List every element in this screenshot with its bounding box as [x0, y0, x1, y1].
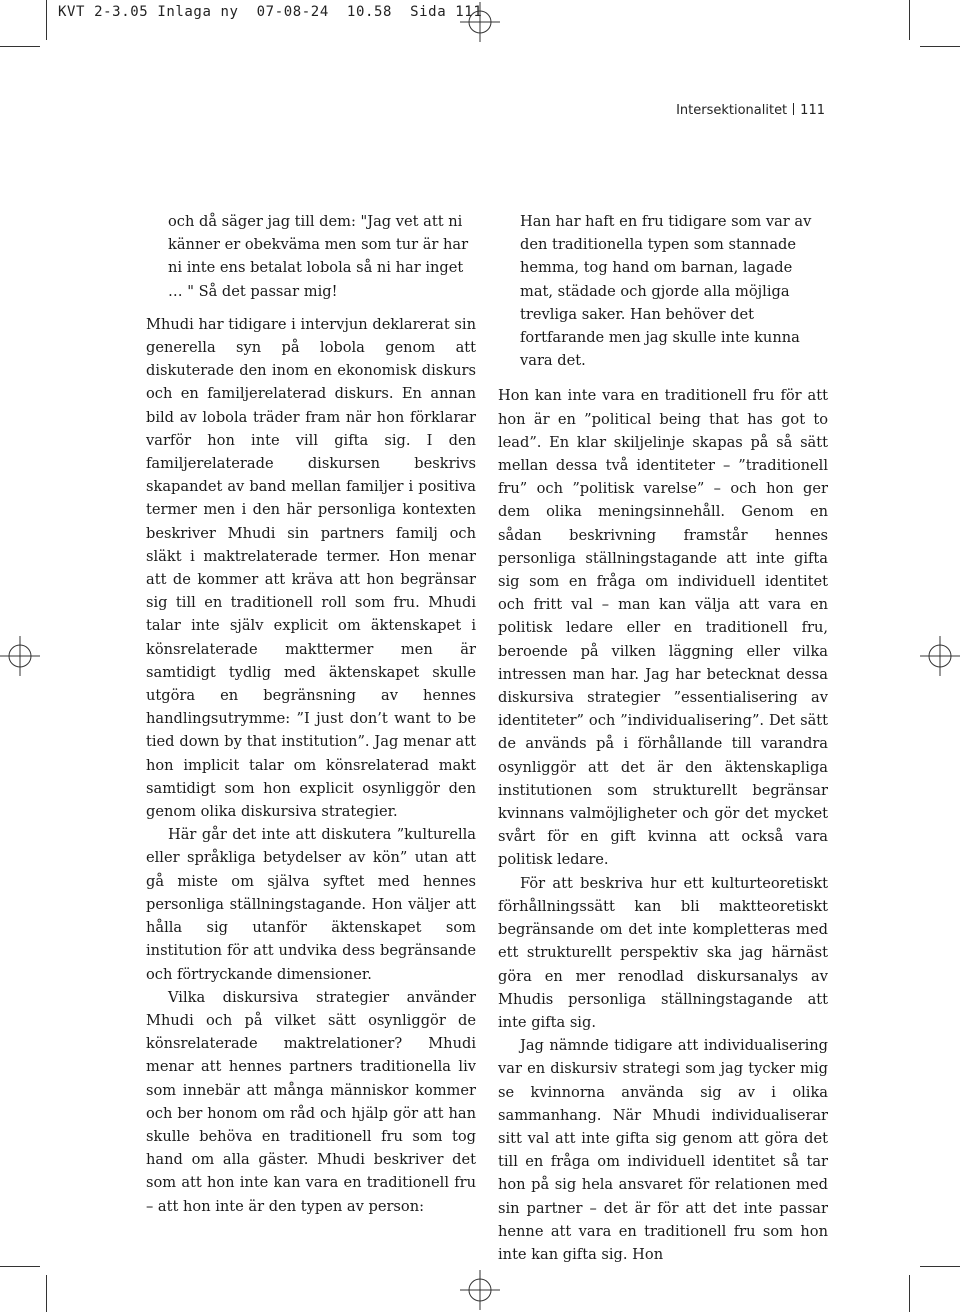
- printer-slug: KVT 2-3.05 Inlaga ny 07-08-24 10.58 Sida 111: [58, 4, 483, 20]
- crop-mark-bottom-left-h: [0, 1266, 40, 1267]
- paragraph: Hon kan inte vara en traditionell fru för att hon är en ”political being that has got to lead”. En klar skiljelinje skapas på så sätt mellan dessa två identiteter – ”traditionell fru” och ”politisk varelse” – och hon ger dem olika meningsinnehåll. Genom en sådan beskrivning framstår hennes personliga ställningstagande att inte gifta sig som en fråga om individuell identitet och fritt val – man kan välja att vara en politisk ledare eller en traditionell fru, beroende på vilken läggning eller vilka intressen man har. Jag har betecknat dessa diskursiva strategier ”essentialisering av identiteter” och ”individualisering”. Det sätt de används på i förhållande till varandra osynliggör att det är den äktenskapliga institutionen som strukturellt begränsar kvinnans valmöjligheter och gör det mycket svårt för en gift kvinna att också vara politisk ledare.: [498, 387, 828, 869]
- paragraph: Vilka diskursiva strategier använder Mhudi och på vilket sätt osynliggör de könsrelaterade maktrelationer? Mhudi menar att hennes partners traditionella liv som innebär att många människor kommer och ber honom om råd och hjälp gör att han skulle behöva en traditionell fru som tog hand om alla gäster. Mhudi beskriver det som att hon inte kan vara en traditionell fru – att hon inte är den typen av person:: [146, 988, 476, 1215]
- crop-mark-bottom-right-h: [920, 1266, 960, 1267]
- page-number: 111: [800, 103, 825, 118]
- crop-mark-bottom-left: [46, 1275, 47, 1312]
- section-title: Intersektionalitet: [676, 103, 788, 118]
- registration-mark-bottom: [460, 1270, 500, 1310]
- paragraph: Mhudi har tidigare i intervjun deklarerat sin generella syn på lobola genom att diskuterade den inom en ekonomisk diskurs och en familjerelaterad diskurs. En annan bild av lobola träder fram när hon förklarar varför hon inte vill gifta sig. I den familjerelaterade diskursen beskrivs skapandet av band mellan familjer i positiva termer men i den här personliga kontexten beskriver Mhudi sin partners familj och släkt i maktrelaterade termer. Hon menar att de kommer att kräva att hon begränsar sig till en traditionell roll som fru. Mhudi talar inte själv explicit om äktenskapet i könsrelaterade makttermer men är samtidigt tydlig med äktenskapet skulle utgöra en begränsning av hennes handlingsutrymme: ”I just don’t want to be tied down by that institution”. Jag menar att hon implicit talar om könsrelaterad makt samtidigt som hon explicit osynliggör den genom olika diskursiva strategier.: [146, 315, 476, 821]
- paragraph: Här går det inte att diskutera ”kulturella eller språkliga betydelser av kön” utan att gå miste om själva syftet med hennes personliga ställningstagande. Hon väljer att hålla sig utanför äktenskapet som institution för att undvika dess begränsande och förtryckande dimensioner.: [146, 826, 476, 983]
- crop-mark-top-right-h: [920, 46, 960, 47]
- crop-mark-top-left: [46, 0, 47, 40]
- left-column: [146, 210, 476, 1218]
- crop-mark-bottom-right: [909, 1275, 910, 1312]
- block-quote-left: och då säger jag till dem: "Jag vet att ni känner er obekväma men som tur är har ni inte ens betalat lobola så ni har inget … " Så det passar mig!: [168, 213, 469, 300]
- paragraph: För att beskriva hur ett kulturteoretiskt förhållningssätt kan bli maktteoretiskt begränsande om det inte kompletteras med ett strukturellt perspektiv ska jag härnäst göra en mer renodlad diskursanalys av Mhudis personliga ställningstagande att inte gifta sig.: [498, 874, 828, 1031]
- registration-mark-top: [460, 2, 500, 42]
- registration-mark-left: [0, 636, 40, 676]
- crop-mark-top-left-h: [0, 46, 40, 47]
- header-separator: [793, 103, 794, 115]
- crop-mark-top-right: [909, 0, 910, 40]
- right-column: [498, 210, 828, 1266]
- paragraph: Jag nämnde tidigare att individualisering var en diskursiv strategi som jag tycker mig se kvinnorna använda sig av i olika sammanhang. När Mhudi individualiserar sitt val att inte gifta sig genom att göra det till en fråga om individuell identitet så tar hon på sig hela ansvaret för relationen med sin partner – det är för att det inte passar henne att vara en traditionell fru som hon inte kan gifta sig. Hon: [498, 1037, 828, 1263]
- running-head: [676, 103, 825, 118]
- registration-mark-right: [920, 636, 960, 676]
- block-quote-right: Han har haft en fru tidigare som var av den traditionella typen som stannade hemma, tog hand om barnan, lagade mat, städade och gjorde alla möjliga trevliga saker. Han behöver det fortfarande men jag skulle inte kunna vara det.: [520, 213, 812, 370]
